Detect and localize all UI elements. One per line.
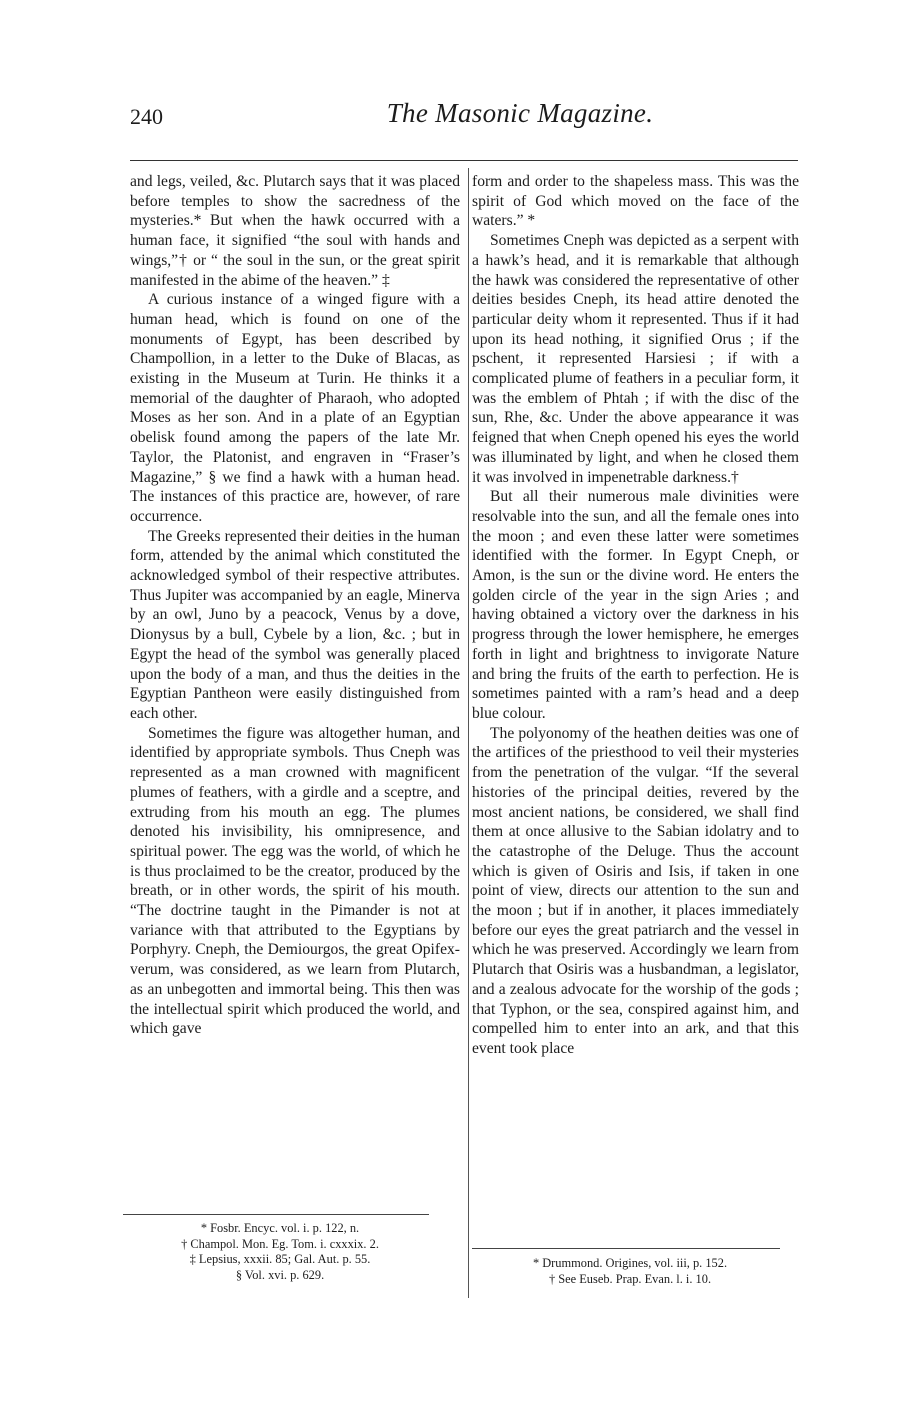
running-title: The Masonic Magazine. [386,98,654,128]
footnote-left-2: † Champol. Mon. Eg. Tom. i. cxxxix. 2. [181,1236,379,1251]
right-paragraph-2: Sometimes Cneph was depicted as a serpent with a hawk’s head, and it is remarkable that although the hawk was considered the representative of other deities besides Cneph, its head attire denoted the particular deity whom it represented. Thus if it had upon its head nothing, it signified Orus ; if the pschent, it represented Harsiesi ; if with a complicated plume of feathers in a peculiar form, it was the emblem of Phtah ; if with the disc of the sun, Rhe, &c. Under the above appearance it was feigned that when Cneph opened his eyes the world was illuminated by light, and when he closed them it was involved in impenetrable darkness.† [472,232,799,486]
left-column [130,172,460,1039]
left-paragraph-2: A curious instance of a winged figure with a human head, which is found on one of the monuments of Egypt, has been described by Champollion, in a letter to the Duke of Blacas, as existing in the Museum at Turin. He thinks it a memorial of the daughter of Pharaoh, who adopted Moses as her son. And in a plate of an Egyptian obelisk found among the papers of the late Mr. Taylor, the Platonist, and engraven in “Fraser’s Magazine,” § we find a hawk with a human head. The instances of this practice are, however, of rare occurrence. [130,291,460,525]
page-number: 240 [130,104,163,129]
footnote-left-3: ‡ Lepsius, xxxii. 85; Gal. Aut. p. 55. [189,1252,371,1266]
footnote-left-4: § Vol. xvi. p. 629. [235,1267,325,1282]
left-paragraph-3: The Greeks represented their deities in the human form, attended by the animal which constituted the acknowledged symbol of their respective attributes. Thus Jupiter was accompanied by an eagle, Minerva by an owl, Juno by a peacock, Venus by a dove, Dionysus by a bull, Cybele by a lion, &c. ; but in Egypt the head of the symbol was generally placed upon the body of a man, and thus the deities in the Egyptian Pantheon were easily distinguished from each other. [130,527,460,722]
column-divider [468,168,469,1298]
right-paragraph-4: The polyonomy of the heathen deities was one of the artifices of the priesthood to veil their mysteries from the penetration of the vulgar. “If the several histories of the principal deities, revered by the most ancient nations, be considered, we shall find them at once allusive to the Sabian idolatry and to the catastrophe of the Deluge. Thus the account which is given of Osiris and Isis, if taken in one point of view, directs our attention to the sun and the moon ; but if in another, it places immediately before our eyes the great patriarch and the vessel in which he was preserved. Accordingly we learn from Plutarch that Osiris was a husbandman, a legislator, and a zealous advocate for the worship of the gods ; that Typhon, or the sea, conspired against him, and compelled him to enter into an ark, and that this event took place [472,724,799,1057]
left-paragraph-4: Sometimes the figure was altogether human, and identified by appropriate symbols. Thus Cneph was represented as a man crowned with magnificent plumes of feathers, with a girdle and a sceptre, and extruding from his mouth an egg. The plumes denoted his invisibility, his omnipresence, and spiritual power. The egg was the world, of which he is thus proclaimed to be the creator, produced by the breath, or in other words, the spirit of his mouth. “The doctrine taught in the Pimander is not at variance with that attributed to the Egyptians by Porphyry. Cneph, the Demiourgos, the great Opifexverum, was considered, as we learn from Plutarch, as an unbegotten and immortal being. This then was the intellectual spirit which produced the world, and which gave [130,724,460,1038]
footnote-right-2: † See Euseb. Prap. Evan. l. i. 10. [548,1271,712,1286]
right-column [472,172,799,1059]
left-paragraph-1: and legs, veiled, &c. Plutarch says that it was placed before temples to show the sacredness of the mysteries.* But when the hawk occurred with a human face, it signified “the soul with hands and wings,”† or “ the soul in the sun, or the great spirit manifested in the abime of the heaven.” ‡ [130,173,460,289]
footnote-right-1: * Drummond. Origines, vol. iii, p. 152. [532,1256,728,1270]
footnote-rule-left [123,1214,429,1215]
right-paragraph-1: form and order to the shapeless mass. This was the spirit of God which moved on the face of the waters.” * [472,173,799,230]
footnote-left-1: * Fosbr. Encyc. vol. i. p. 122, n. [200,1221,360,1235]
footnotes-right [480,1256,780,1287]
header-rule [130,160,798,161]
right-paragraph-3: But all their numerous male divinities were resolvable into the sun, and all the female ones into the moon ; and even these latter were sometimes identified with the former. In Egypt Cneph, or Amon, is the sun or the divine word. He enters the golden circle of the year in the sign Aries ; and having obtained a victory over the darkness in his progress through the lower hemisphere, he emerges forth in light and brightness to invigorate Nature and bring the fruits of the earth to perfection. He is sometimes painted with a ram’s head and a deep blue colour. [472,488,799,722]
footnote-rule-right [472,1248,780,1249]
footnotes-left [130,1221,430,1283]
